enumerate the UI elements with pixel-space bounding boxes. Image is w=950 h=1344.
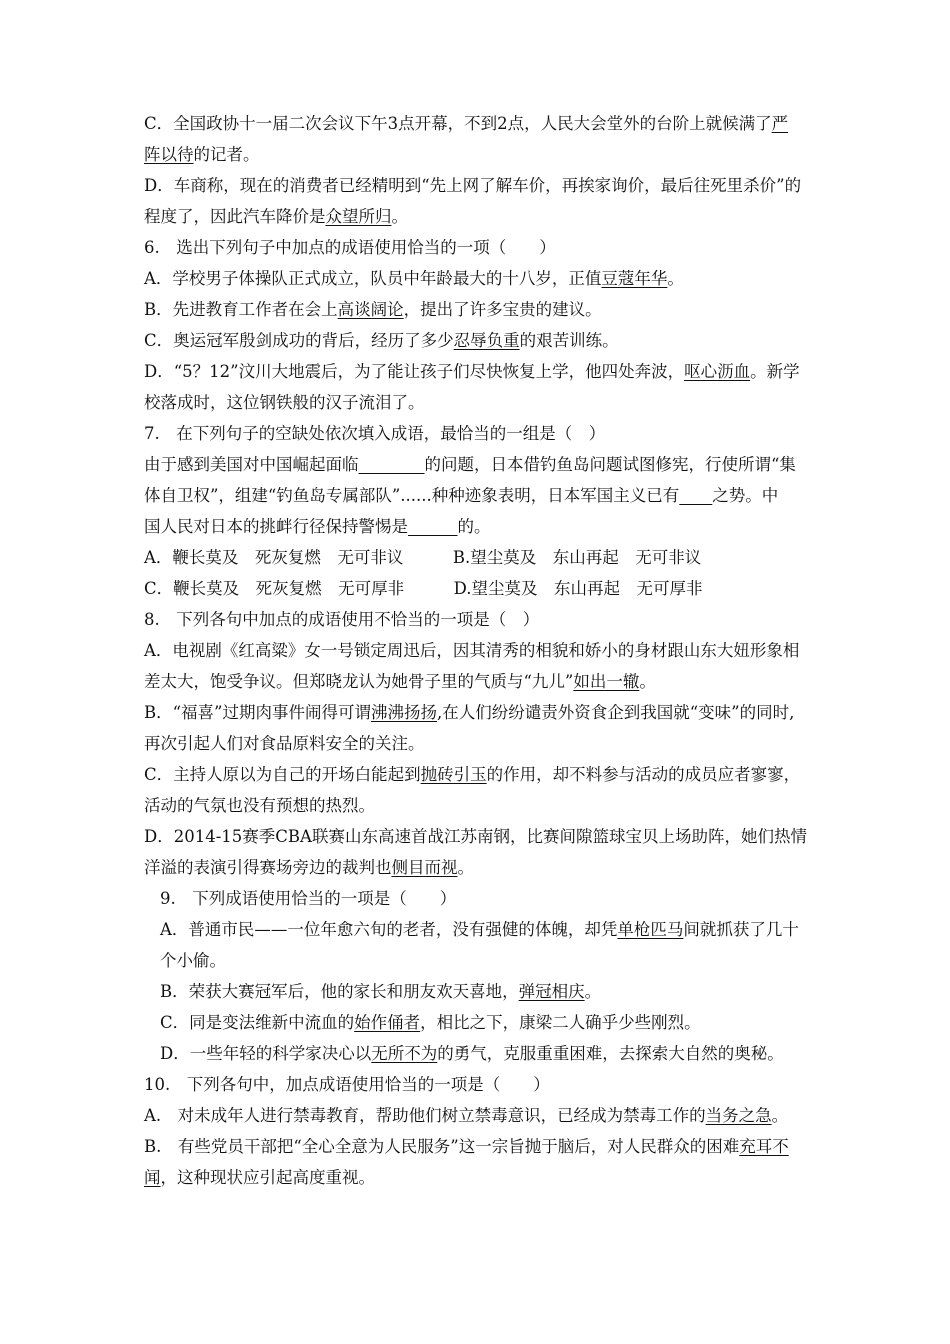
text-segment: 8. 下列各句中加点的成语使用不恰当的一项是（ ） [144, 610, 540, 629]
underlined-idiom: 呕心沥血 [684, 362, 751, 381]
text-segment: C．奥运冠军殷剑成功的背后，经历了多少 [144, 331, 454, 350]
underlined-idiom: 高谈阔论 [337, 300, 404, 319]
text-line [144, 857, 474, 879]
text-segment: 10. 下列各句中，加点成语使用恰当的一项是（ ） [144, 1075, 550, 1094]
text-line [160, 950, 226, 972]
text-segment: 间就抓获了几十 [683, 920, 799, 939]
underlined-idiom: 忍辱负重 [453, 331, 520, 350]
underlined-idiom: 闻 [144, 1168, 161, 1187]
text-line [144, 361, 800, 383]
text-line [144, 113, 788, 135]
text-segment: D．“5？12”汶川大地震后，为了能让孩子们尽快恢复上学，他四处奔波， [144, 362, 685, 381]
text-line [144, 764, 800, 786]
text-segment: ，提出了许多宝贵的建议。 [403, 300, 602, 319]
text-segment: D．2014-15赛季CBA联赛山东高速首战江苏南钢，比赛间隙篮球宝贝上场助阵，她们热情 [144, 827, 807, 846]
text-line [144, 1105, 788, 1127]
text-segment: 程度了，因此汽车降价是 [144, 207, 326, 226]
text-segment: C．鞭长莫及 死灰复燃 无可厚非 D.望尘莫及 东山再起 无可厚非 [144, 579, 703, 598]
text-line [144, 423, 605, 445]
text-segment: A．电视剧《红高粱》女一号锁定周迅后，因其清秀的相貌和娇小的身材跟山东大妞形象相 [144, 641, 800, 660]
text-segment: 。 [639, 672, 656, 691]
underlined-idiom: 单枪匹马 [617, 920, 684, 939]
text-segment: B．“福喜”过期肉事件闹得可谓 [144, 703, 371, 722]
text-line [144, 299, 602, 321]
text-segment: 。 [457, 858, 474, 877]
text-segment: 由于感到美国对中国崛起面临 [144, 455, 359, 474]
text-line [144, 454, 796, 476]
text-line [144, 237, 556, 259]
text-line [144, 1136, 789, 1158]
text-segment: 。 [584, 982, 602, 1001]
text-segment: B．先进教育工作者在会上 [144, 300, 338, 319]
underlined-idiom: 充耳不 [739, 1137, 789, 1156]
text-line [160, 1043, 784, 1065]
text-line [144, 1167, 375, 1189]
underlined-idiom: 严 [771, 114, 789, 133]
text-segment: 再次引起人们对食品原料安全的关注。 [144, 734, 425, 753]
text-line [160, 1012, 701, 1034]
text-segment: B. 有些党员干部把“全心全意为人民服务”这一宗旨抛于脑后，对人民群众的困难 [144, 1137, 740, 1156]
text-segment: 的艰苦训练。 [519, 331, 619, 350]
text-segment: 7. 在下列句子的空缺处依次填入成语，最恰当的一组是（ ） [144, 424, 606, 443]
text-segment: D．一些年轻的科学家决心以 [160, 1044, 372, 1063]
text-line [144, 671, 656, 693]
underlined-idiom: 侧目而视 [391, 858, 458, 877]
text-segment: 的问题，日本借钓鱼岛问题试图修宪，行使所谓“集 [424, 455, 796, 474]
text-line [144, 268, 684, 290]
underlined-idiom: 抛砖引玉 [420, 765, 487, 784]
text-line [144, 826, 807, 848]
text-segment: 的勇气，克服重重困难，去探索大自然的奥秘。 [437, 1044, 784, 1063]
underlined-idiom: 无所不为 [371, 1044, 438, 1063]
text-line [144, 175, 801, 197]
text-segment: B．荣获大赛冠军后，他的家长和朋友欢天喜地， [160, 982, 519, 1001]
text-segment: C．同是变法维新中流血的 [160, 1013, 355, 1032]
text-segment: 个小偷。 [160, 951, 226, 970]
text-segment: 9. 下列成语使用恰当的一项是（ ） [160, 889, 457, 908]
underlined-idiom: 如出一辙 [573, 672, 640, 691]
text-segment: 。 [771, 1106, 789, 1125]
text-segment: ,在人们纷纷谴责外资食企到我国就“变味”的同时, [437, 703, 795, 722]
text-segment: A．鞭长莫及 死灰复燃 无可非议 B.望尘莫及 东山再起 无可非议 [144, 548, 702, 567]
underlined-idiom [359, 455, 425, 474]
underlined-idiom: 当务之急 [705, 1106, 772, 1125]
underlined-idiom: 阵以待 [144, 145, 194, 164]
text-line [144, 392, 425, 414]
text-line [144, 330, 619, 352]
text-segment: C．主持人原以为自己的开场白能起到 [144, 765, 421, 784]
underlined-idiom [408, 517, 458, 536]
text-line [160, 919, 799, 941]
text-line [144, 795, 375, 817]
text-line [144, 640, 799, 662]
text-line [160, 888, 456, 910]
text-segment: 6. 选出下列句子中加点的成语使用恰当的一项（ ） [144, 238, 556, 257]
text-segment: 国人民对日本的挑衅行径保持警惕是 [144, 517, 408, 536]
text-line [144, 516, 491, 538]
text-segment: 体自卫权”，组建“钓鱼岛专属部队”......种种迹象表明，日本军国主义已有 [144, 486, 680, 505]
underlined-idiom: 豆蔻年华 [601, 269, 668, 288]
text-line [144, 578, 703, 600]
underlined-idiom [679, 486, 712, 505]
text-segment: A．普通市民——一位年愈六旬的老者，没有强健的体魄，却凭 [160, 920, 618, 939]
text-segment: 洋溢的表演引得赛场旁边的裁判也 [144, 858, 392, 877]
text-segment: ，这种现状应引起高度重视。 [160, 1168, 375, 1187]
text-line [144, 702, 794, 724]
underlined-idiom: 弹冠相庆 [518, 982, 585, 1001]
text-line [144, 206, 408, 228]
text-line [144, 609, 539, 631]
text-segment: 之势。中 [712, 486, 779, 505]
text-segment: 。 [667, 269, 684, 288]
text-segment: 活动的气氛也没有预想的热烈。 [144, 796, 375, 815]
text-line [144, 485, 778, 507]
text-segment: 校落成时，这位钢铁般的汉子流泪了。 [144, 393, 425, 412]
underlined-idiom: 始作俑者 [354, 1013, 421, 1032]
text-segment: 差太大，饱受争议。但郑晓龙认为她骨子里的气质与“九儿” [144, 672, 574, 691]
text-segment: D．车商称，现在的消费者已经精明到“先上网了解车价，再挨家询价，最后往死里杀价”的 [144, 176, 802, 195]
text-line [144, 547, 701, 569]
text-segment: C．全国政协十一届二次会议下午3点开幕，不到2点，人民大会堂外的台阶上就候满了 [144, 114, 772, 133]
underlined-idiom: 众望所归 [325, 207, 392, 226]
text-line [144, 733, 425, 755]
text-line [144, 1074, 550, 1096]
text-segment: 。新学 [750, 362, 800, 381]
text-segment: 。 [391, 207, 408, 226]
text-segment: 的记者。 [193, 145, 260, 164]
text-segment: 的作用，却不料参与活动的成员应者寥寥， [486, 765, 801, 784]
text-line [144, 144, 260, 166]
underlined-idiom: 沸沸扬扬 [371, 703, 437, 722]
text-segment: 的。 [457, 517, 491, 536]
text-segment: ，相比之下，康梁二人确乎少些刚烈。 [420, 1013, 701, 1032]
text-segment: A. 对未成年人进行禁毒教育，帮助他们树立禁毒意识，已经成为禁毒工作的 [144, 1106, 706, 1125]
text-line [160, 981, 601, 1003]
text-segment: A．学校男子体操队正式成立，队员中年龄最大的十八岁，正值 [144, 269, 602, 288]
